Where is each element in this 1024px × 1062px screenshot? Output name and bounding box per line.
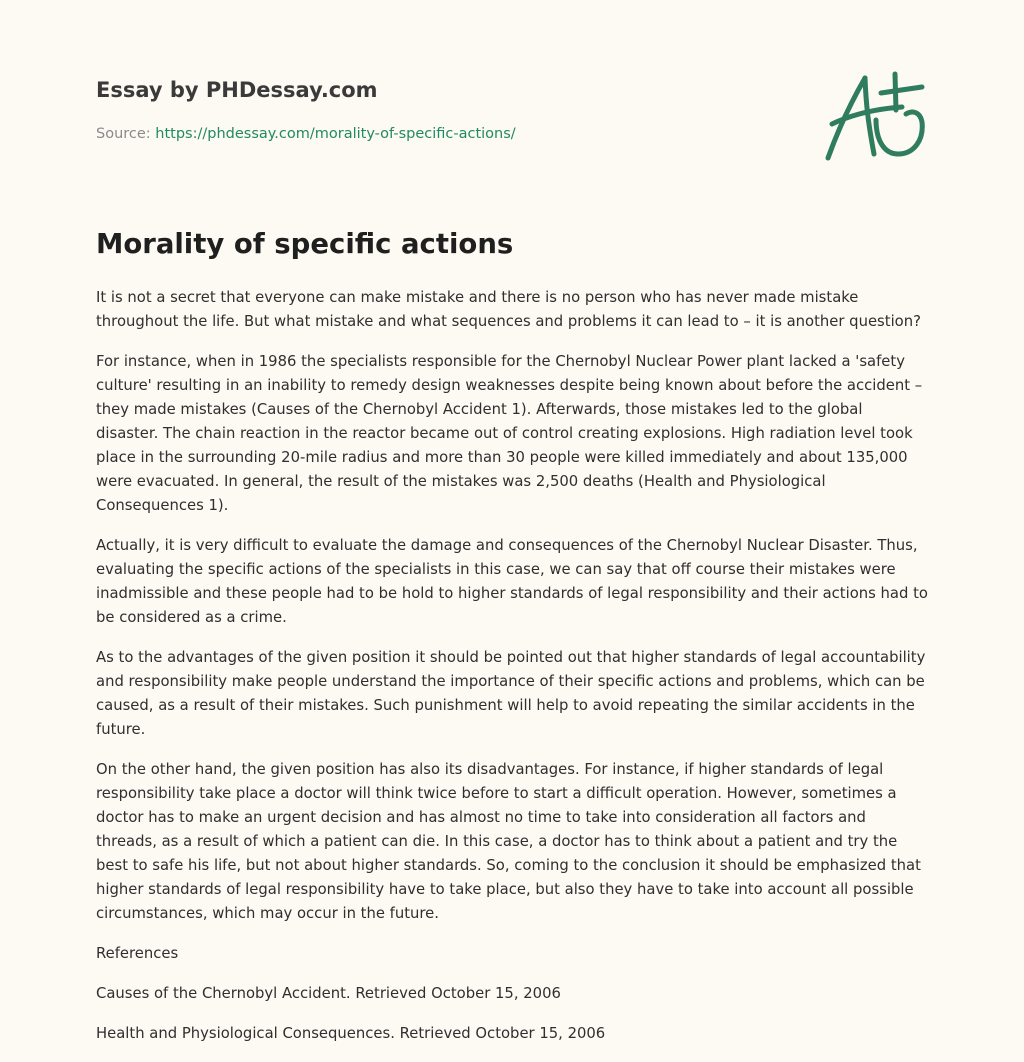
page-header bbox=[96, 76, 796, 144]
essay-paragraph: It is not a secret that everyone can make mistake and there is no person who has never made mistake throughout the life. But what mistake and what sequences and problems it can lead to – it is another question? bbox=[96, 289, 921, 330]
references-heading: References bbox=[96, 945, 179, 962]
essay-paragraph-continuation: Consequences 1). bbox=[96, 497, 229, 514]
reference-item: Health and Physiological Consequences. Retrieved October 15, 2006 bbox=[96, 1025, 606, 1042]
reference-item: Causes of the Chernobyl Accident. Retrieved October 15, 2006 bbox=[96, 985, 561, 1002]
source-label: Source: bbox=[96, 126, 151, 142]
essay-paragraph-text: For instance, when in 1986 the specialists responsible for the Chernobyl Nuclear Power plant lacked a 'safety culture' resulting in an inability to remedy design weaknesses despite being known about before the accident – they made mistakes (Causes of the Chernobyl Accident 1). Afterwards, those mistakes led to the global disaster. The chain reaction in the reactor became out of control creating explosions. High radiation level took place in the surrounding 20-mile radius and more than 30 people were killed immediately and about 135,000 were evacuated. In general, the result of the mistakes was 2,500 deaths (Health and Physiological bbox=[96, 353, 923, 490]
essay-content bbox=[96, 224, 928, 1062]
essay-paragraph: As to the advantages of the given position it should be pointed out that higher standards of legal accountability and responsibility make people understand the importance of their specific actions and problems, which can be caused, as a result of their mistakes. Such punishment will help to avoid repeating the similar accidents in the future. bbox=[96, 649, 926, 738]
source-link[interactable]: https://phdessay.com/morality-of-specific-actions/ bbox=[155, 126, 516, 142]
essay-title: Morality of specific actions bbox=[96, 228, 514, 260]
a-plus-logo-icon bbox=[818, 66, 930, 168]
essay-paragraph: On the other hand, the given position has also its disadvantages. For instance, if higher standards of legal responsibility take place a doctor will think twice before to start a difficult operation. However, sometimes a doctor has to make an urgent decision and has almost no time to take into consideration all factors and threads, as a result of which a patient can die. In this case, a doctor has to think about a patient and try the best to safe his life, but not about higher standards. So, coming to the conclusion it should be emphasized that higher standards of legal responsibility have to take place, but also they have to take into account all possible circumstances, which may occur in the future. bbox=[96, 761, 921, 922]
essay-paragraph: Actually, it is very difficult to evaluate the damage and consequences of the Chernobyl Nuclear Disaster. Thus, evaluating the specific actions of the specialists in this case, we can say that off course their mistakes were inadmissible and these people had to be hold to higher standards of legal responsibility and their actions had to be considered as a crime. bbox=[96, 537, 928, 626]
site-title: Essay by PHDessay.com bbox=[96, 78, 378, 102]
source-line bbox=[96, 124, 796, 144]
essay-paragraph bbox=[96, 350, 928, 518]
